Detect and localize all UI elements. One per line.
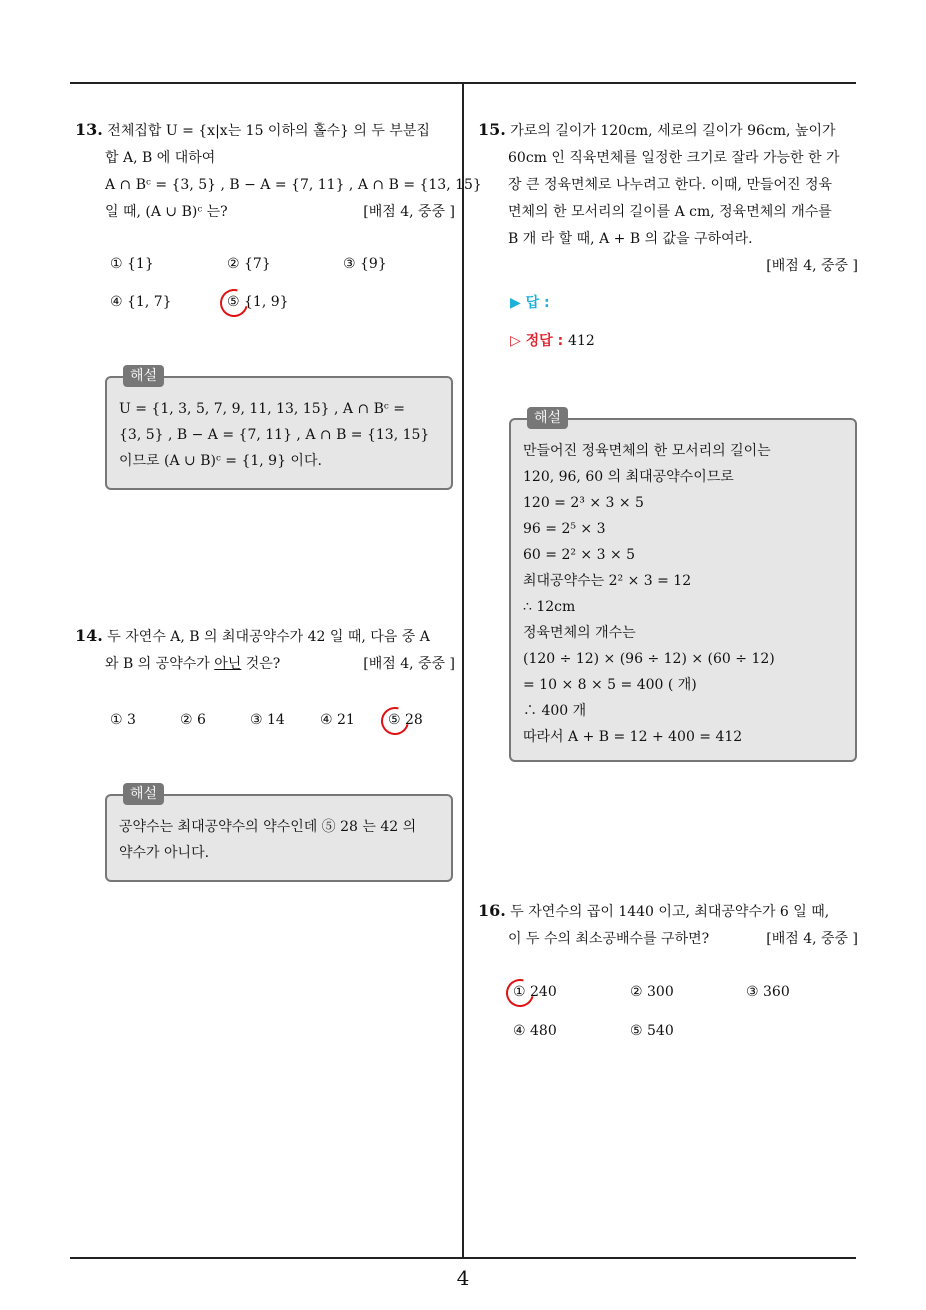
question-number: 16. [478, 901, 506, 920]
choice-1[interactable]: ① 240 [513, 984, 557, 1000]
question-number: 15. [478, 120, 506, 139]
solution-line: 최대공약수는 2² × 3 = 12 [523, 573, 692, 589]
score-label: [배점 4, 중중 ] [363, 204, 455, 220]
answer-circle-mark [376, 702, 414, 740]
choice-5[interactable]: ⑤ 28 [388, 712, 423, 728]
solution-tag: 해설 [123, 365, 164, 387]
solution-box-13 [105, 368, 453, 490]
choice-3[interactable]: ③ {9} [343, 256, 387, 272]
correct-label: ▷ 정답 : [510, 333, 564, 349]
page-number: 4 [456, 1266, 470, 1290]
question-15 [478, 116, 858, 280]
question-number: 14. [75, 626, 103, 645]
choice-2[interactable]: ② 6 [180, 712, 206, 728]
question-number: 13. [75, 120, 103, 139]
choice-5[interactable]: ⑤ {1, 9} [227, 294, 289, 310]
solution-line: U = {1, 3, 5, 7, 9, 11, 13, 15} , A ∩ Bᶜ = [119, 401, 405, 417]
question-text: A ∩ Bᶜ = {3, 5} , B − A = {7, 11} , A ∩ B = {13, 15} [105, 177, 482, 193]
solution-line: = 10 × 8 × 5 = 400 ( 개) [523, 677, 697, 693]
solution-tag: 해설 [123, 783, 164, 805]
choice-1[interactable]: ① 3 [110, 712, 136, 728]
choice-3[interactable]: ③ 14 [250, 712, 285, 728]
solution-line: 120, 96, 60 의 최대공약수이므로 [523, 469, 734, 485]
solution-box-15 [509, 410, 857, 762]
solution-line: 96 = 2⁵ × 3 [523, 521, 606, 537]
solution-line: ∴ 12cm [523, 599, 576, 615]
solution-line: 정육면체의 개수는 [523, 625, 636, 641]
question-14 [75, 622, 455, 678]
choice-4[interactable]: ④ 21 [320, 712, 355, 728]
choice-1[interactable]: ① {1} [110, 256, 154, 272]
correct-value: 412 [568, 333, 595, 349]
question-text: 두 자연수 A, B 의 최대공약수가 42 일 때, 다음 중 A [107, 629, 430, 645]
correct-answer [510, 330, 595, 350]
solution-line: (120 ÷ 12) × (96 ÷ 12) × (60 ÷ 12) [523, 651, 775, 667]
question-text: B 개 라 할 때, A + B 의 값을 구하여라. [508, 231, 753, 247]
choice-4[interactable]: ④ {1, 7} [110, 294, 172, 310]
solution-line: {3, 5} , B − A = {7, 11} , A ∩ B = {13, 15} [119, 427, 430, 443]
score-label: [배점 4, 중중 ] [766, 258, 858, 274]
choices-14 [75, 712, 455, 742]
solution-line: 120 = 2³ × 3 × 5 [523, 495, 644, 511]
choice-5[interactable]: ⑤ 540 [630, 1023, 674, 1039]
question-text: 장 큰 정육면체로 나누려고 한다. 이때, 만들어진 정육 [508, 177, 833, 193]
question-text: 이 두 수의 최소공배수를 구하면? [508, 931, 710, 947]
solution-tag: 해설 [527, 407, 568, 429]
question-text: 60cm 인 직육면체를 일정한 크기로 잘라 가능한 한 가 [508, 150, 840, 166]
choice-2[interactable]: ② {7} [227, 256, 271, 272]
solution-line: ∴ 400 개 [523, 703, 587, 719]
question-text: 면체의 한 모서리의 길이를 A cm, 정육면체의 개수를 [508, 204, 832, 220]
question-text: 전체집합 U = {x|x는 15 이하의 홀수} 의 두 부분집 [107, 123, 430, 139]
question-16 [478, 897, 858, 953]
solution-line: 만들어진 정육면체의 한 모서리의 길이는 [523, 443, 771, 459]
answer-circle-mark [215, 284, 253, 322]
solution-line: 공약수는 최대공약수의 약수인데 ⑤ 28 는 42 의 [119, 819, 417, 835]
column-divider [462, 83, 464, 1258]
underlined-word: 아닌 [214, 656, 242, 672]
score-label: [배점 4, 중중 ] [363, 656, 455, 672]
question-text: 와 B 의 공약수가 [105, 656, 215, 672]
question-text: 두 자연수의 곱이 1440 이고, 최대공약수가 6 일 때, [510, 904, 830, 920]
question-text: 합 A, B 에 대하여 [105, 150, 216, 166]
question-text: 일 때, (A ∪ B)ᶜ 는? [105, 204, 228, 220]
answer-input-label[interactable]: ▶ 답 : [510, 295, 550, 311]
choices-16 [478, 984, 858, 1053]
choice-3[interactable]: ③ 360 [746, 984, 790, 1000]
choice-4[interactable]: ④ 480 [513, 1023, 557, 1039]
bottom-rule [70, 1257, 856, 1259]
question-text: 가로의 길이가 120cm, 세로의 길이가 96cm, 높이가 [510, 123, 836, 139]
question-13 [75, 116, 482, 226]
score-label: [배점 4, 중중 ] [766, 931, 858, 947]
solution-box-14 [105, 786, 453, 882]
solution-line: 이므로 (A ∪ B)ᶜ = {1, 9} 이다. [119, 453, 322, 469]
answer-circle-mark [501, 974, 539, 1012]
solution-line: 따라서 A + B = 12 + 400 = 412 [523, 729, 743, 745]
choices-13 [75, 256, 455, 324]
choice-2[interactable]: ② 300 [630, 984, 674, 1000]
question-text: 것은? [241, 656, 281, 672]
solution-line: 60 = 2² × 3 × 5 [523, 547, 636, 563]
solution-line: 약수가 아니다. [119, 845, 210, 861]
